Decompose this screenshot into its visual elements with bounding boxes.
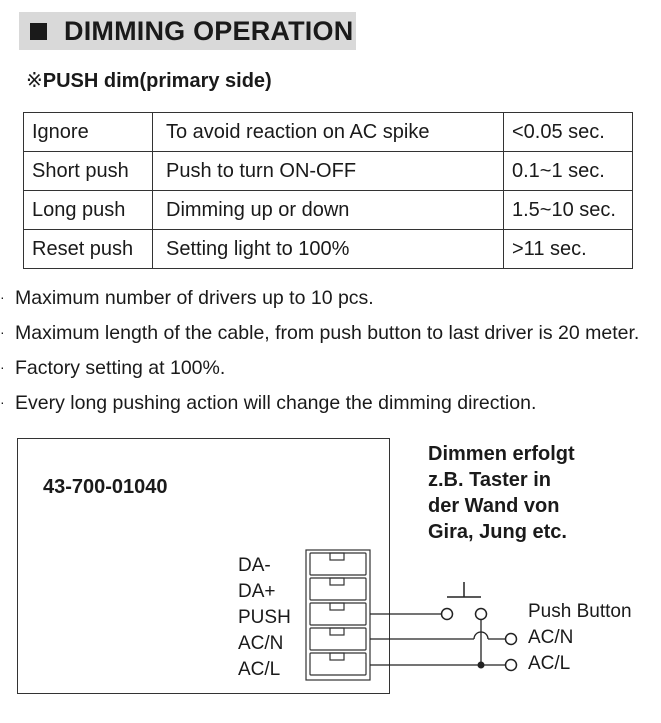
- bullet-dot-icon: ·: [0, 394, 5, 410]
- pin-label-da-plus: DA+: [238, 581, 276, 602]
- wires: [370, 614, 505, 665]
- reference-mark-icon: ※: [26, 70, 43, 92]
- time-cell: 1.5~10 sec.: [504, 191, 633, 230]
- description-cell: Dimming up or down: [153, 191, 504, 230]
- bullet-dot-icon: ·: [0, 324, 5, 340]
- time-cell: <0.05 sec.: [504, 113, 633, 152]
- subheading-text: PUSH dim(primary side): [42, 70, 272, 92]
- time-cell: >11 sec.: [504, 230, 633, 269]
- bullet-dot-icon: ·: [0, 359, 5, 375]
- terminal-block: [306, 550, 370, 680]
- german-note-line: z.B. Taster in: [428, 469, 551, 491]
- action-cell: Reset push: [24, 230, 153, 269]
- action-cell: Short push: [24, 152, 153, 191]
- bullet-dot-icon: ·: [0, 289, 5, 305]
- acn-terminal-icon: [506, 634, 517, 645]
- pin-label-da-minus: DA-: [238, 555, 271, 576]
- note-text: Maximum number of drivers up to 10 pcs.: [15, 287, 374, 309]
- description-cell: Push to turn ON-OFF: [153, 152, 504, 191]
- german-note-line: Gira, Jung etc.: [428, 521, 567, 543]
- description-cell: Setting light to 100%: [153, 230, 504, 269]
- note-text: Maximum length of the cable, from push button to last driver is 20 meter.: [15, 322, 640, 344]
- description-cell: To avoid reaction on AC spike: [153, 113, 504, 152]
- action-cell: Ignore: [24, 113, 153, 152]
- note-text: Factory setting at 100%.: [15, 357, 226, 379]
- pin-label-push: PUSH: [238, 607, 291, 628]
- acn-label: AC/N: [528, 627, 574, 648]
- time-cell: 0.1~1 sec.: [504, 152, 633, 191]
- pin-label-acl: AC/L: [238, 659, 281, 680]
- push-button-label: Push Button: [528, 601, 632, 622]
- german-note-line: Dimmen erfolgt: [428, 443, 575, 465]
- junction-dot-icon: [478, 662, 485, 669]
- action-cell: Long push: [24, 191, 153, 230]
- german-note-line: der Wand von: [428, 495, 560, 517]
- pin-label-acn: AC/N: [238, 633, 284, 654]
- acl-terminal-icon: [506, 660, 517, 671]
- push-button-symbol: [442, 582, 487, 620]
- section-title: DIMMING OPERATION: [64, 15, 354, 46]
- acl-label: AC/L: [528, 653, 571, 674]
- note-text: Every long pushing action will change the dimming direction.: [15, 392, 537, 414]
- device-label: 43-700-01040: [43, 476, 168, 498]
